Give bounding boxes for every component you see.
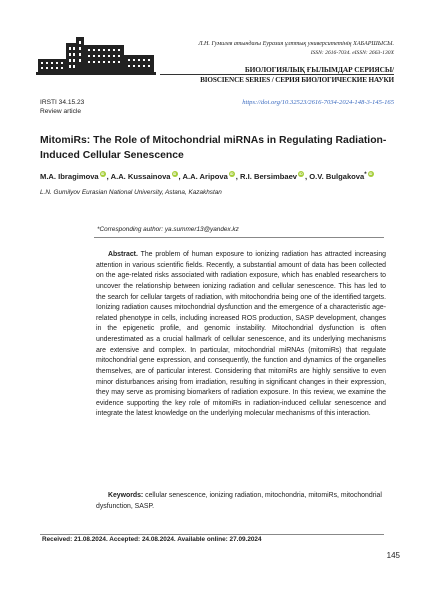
page-number: 145 [386,551,400,560]
divider [94,237,384,238]
corresponding-author: *Corresponding author: ya.summer13@yandex.kz [97,226,239,233]
author-name: M.A. Ibragimova [40,172,99,181]
orcid-icon[interactable] [100,171,106,177]
series-divider [160,74,394,75]
doi-link[interactable]: https://doi.org/10.32523/2616-7034-2024-148-3-145-165 [242,99,394,106]
abstract-label: Abstract. [108,251,138,258]
keywords-label: Keywords: [108,492,144,499]
orcid-icon[interactable] [172,171,178,177]
series-title-kz: БИОЛОГИЯЛЫҚ ҒЫЛЫМДАР СЕРИЯСЫ/ [244,65,394,74]
issn-line: ISSN: 2616-7034. eISSN: 2663-130X [310,50,394,56]
author-name: O.V. Bulgakova [309,172,365,181]
abstract-text: The problem of human exposure to ionizing radiation has attracted increasing attention in various scientific fields. Recently, a substantial amount of data has been collected on the age-related risks associated with radiation exposure, which has enabled researchers to uncover the relationship between ionizing radiation and cellular senescence. This has led to the search for cellular targets of radiation, with mitochondria being one of the identified targets. Ionizing radiation causes mitochondrial dysfunction and the emergence of a characteristic age-related phenotype in cells, including increased ROS production, SASP development, changes in the epigenetic profile, and genomic instability. Mitochondrial dysfunction is often underestimated as a crucial hallmark of cellular senescence, and its underlying mechanisms are extensive and complex. In particular, mitochondrial miRNAs (mitomiRs) that regulate mitochondrial gene expression, and consequently, the function and dynamics of the organelles themselves, are of particular interest. Considering that mitomiRs are highly sensitive to even minor disturbances arising from irradiation, resulting in significant changes in their expression, they may serve as promising biomarkers of radiation exposure. In this review, we examine the evidence supporting the key role of mitomiRs in radiation-induced cellular senescence and integrate the latest knowledge on the underlying molecular mechanisms of this interaction. [96,251,386,418]
keywords [96,491,386,512]
author-name: A.A. Kussainova [110,172,171,181]
journal-name: Л.Н. Гумилев атындағы Еуразия ұлттық университетінің ХАБАРШЫСЫ. [198,41,394,47]
affiliation: L.N. Gumilyov Eurasian National University, Astana, Kazakhstan [40,189,222,196]
author-list: M.A. IbragimovaiD , A.A. KussainovaiD , A.A. AripovaiD , R.I. BersimbaeviD , O.V. Bulgakova*iD [40,171,410,181]
irsti-code: IRSTI 34.15.23 [40,99,85,106]
article-title: MitomiRs: The Role of Mitochondrial miRNAs in Regulating Radiation-Induced Cellular Senescence [40,135,387,161]
author-name: A.A. Aripova [182,172,228,181]
orcid-icon[interactable] [298,171,304,177]
university-building-logo [36,33,156,75]
footer-divider [40,534,384,535]
abstract [96,250,386,420]
keywords-text: cellular senescence, ionizing radiation, mitochondria, mitomiRs, mitochondrial dysfunction, SASP. [96,492,382,510]
author-name: R.I. Bersimbaev [240,172,298,181]
series-title-en: BIOSCIENCE SERIES / СЕРИЯ БИОЛОГИЧЕСКИЕ НАУКИ [200,76,394,84]
orcid-icon[interactable] [368,171,374,177]
publication-dates: Received: 21.08.2024. Accepted: 24.08.2024. Available online: 27.09.2024 [42,536,262,543]
corresponding-mark: * [364,172,367,178]
orcid-icon[interactable] [229,171,235,177]
article-type: Review article [40,108,82,115]
